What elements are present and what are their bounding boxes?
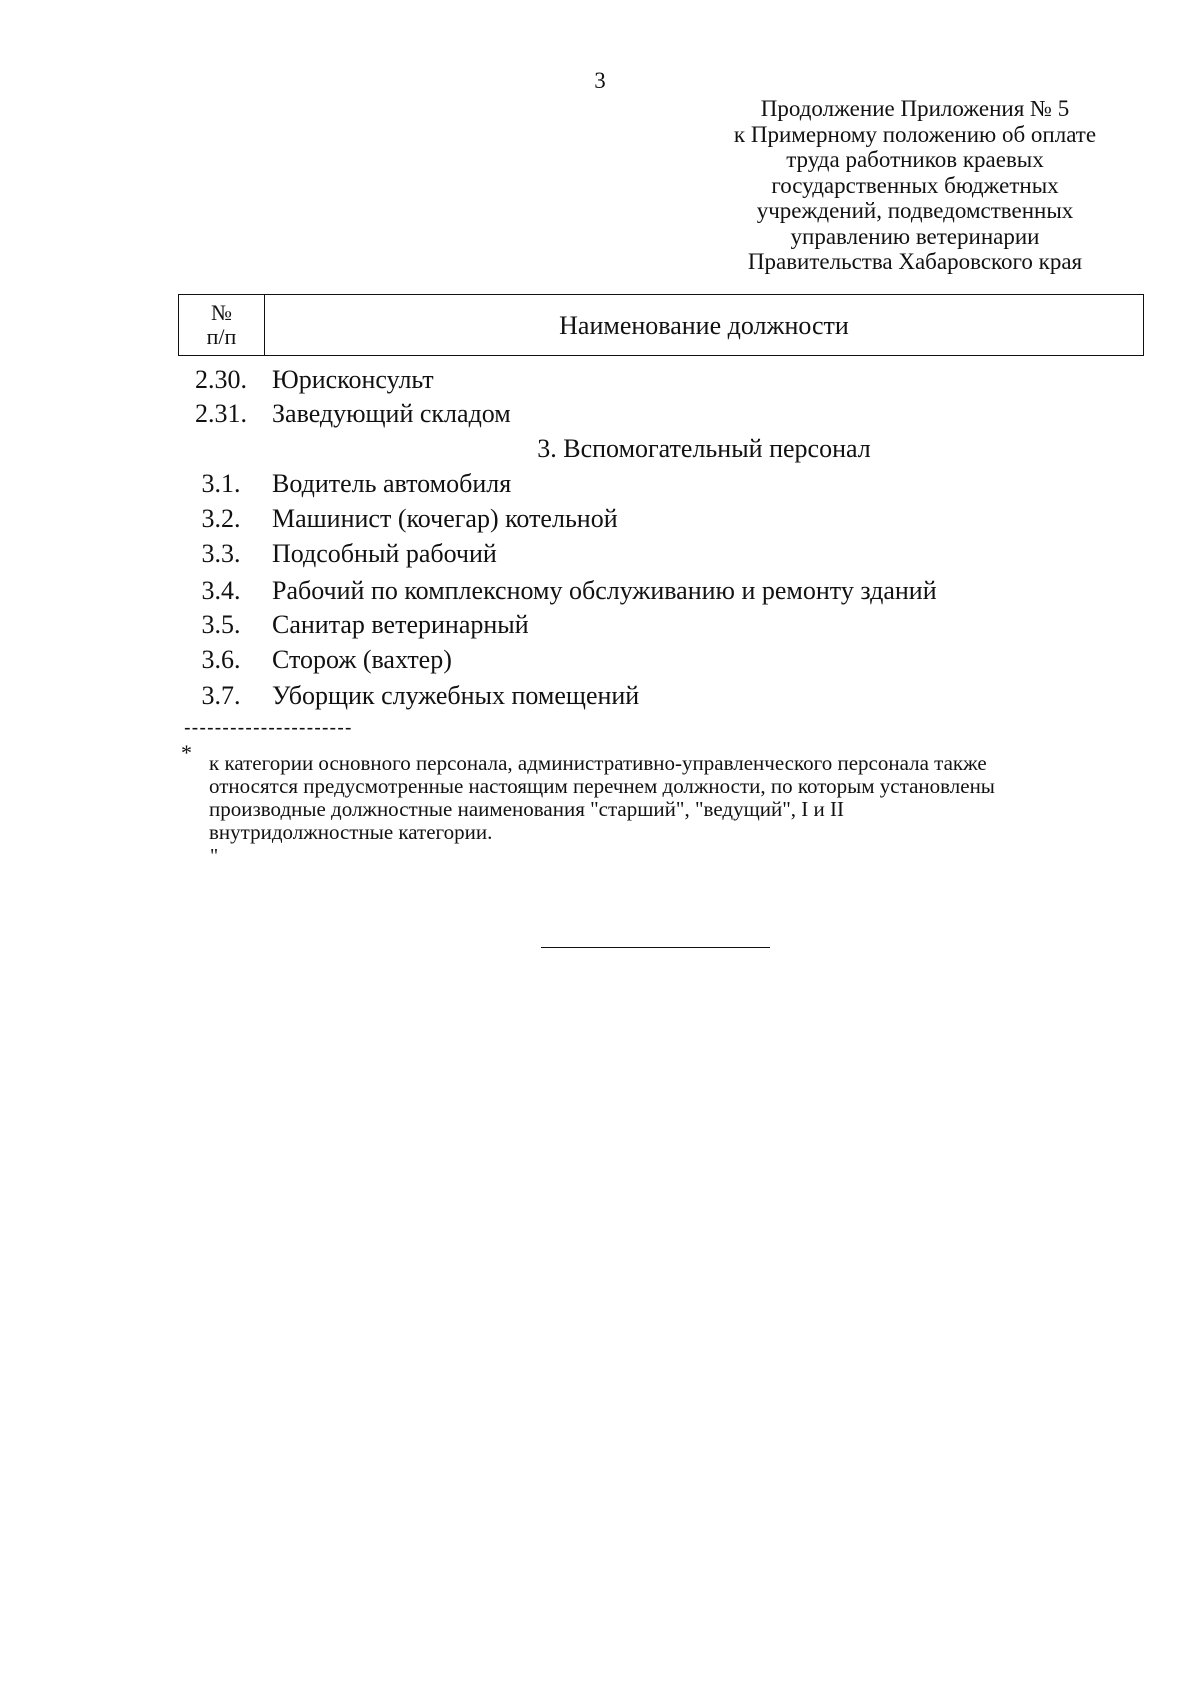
row-number: 3.2. — [201, 504, 241, 533]
header-line: Продолжение Приложения № 5 — [760, 96, 1070, 121]
table-row — [178, 643, 1178, 677]
footnote-line: к категории основного персонала, административно-управленческого персонала также — [209, 751, 987, 775]
row-position-name: Сторож (вахтер) — [272, 645, 452, 674]
end-of-document-rule — [541, 947, 770, 948]
appendix-header — [690, 96, 1140, 275]
header-line: учреждений, подведомственных — [756, 198, 1074, 223]
row-number: 3.6. — [201, 645, 241, 674]
header-line: труда работников краевых — [786, 147, 1044, 172]
footnote-line: производные должностные наименования "старший", "ведущий", I и II — [209, 797, 845, 821]
header-line: государственных бюджетных — [771, 172, 1059, 198]
column-header-number — [179, 295, 265, 355]
row-position-name: Рабочий по комплексному обслуживанию и ремонту зданий — [272, 576, 937, 605]
row-position-name: Заведующий складом — [272, 399, 511, 428]
footnote-line: внутридолжностные категории. — [209, 820, 493, 844]
section-title: 3. Вспомогательный персонал — [537, 434, 871, 463]
table-header — [178, 294, 1144, 356]
row-number: 2.31. — [195, 399, 247, 428]
footnote-text — [209, 752, 1139, 844]
header-line: управлению ветеринарии — [790, 223, 1040, 249]
table-row — [178, 467, 1178, 501]
row-number: 3.5. — [201, 610, 241, 639]
column-header-number-abbrev: п/п — [206, 324, 237, 349]
header-line: к Примерному положению об оплате — [733, 121, 1097, 147]
table-row — [178, 397, 1178, 431]
row-position-name: Санитар ветеринарный — [272, 610, 529, 639]
row-position-name: Юрисконсульт — [272, 365, 434, 394]
row-position-name: Уборщик служебных помещений — [272, 681, 640, 710]
row-position-name: Водитель автомобиля — [272, 469, 512, 498]
table-row — [178, 537, 1178, 571]
row-number: 3.3. — [201, 539, 241, 568]
footnote-line: относятся предусмотренные настоящим перечнем должности, по которым установлены — [209, 774, 995, 798]
column-header-number-symbol: № — [211, 300, 232, 325]
table-row — [178, 363, 1178, 397]
row-position-name: Подсобный рабочий — [272, 539, 497, 568]
footnote-marker: * — [181, 740, 192, 765]
closing-quote-mark: " — [210, 845, 219, 867]
page-number: 3 — [594, 68, 606, 93]
table-row — [178, 608, 1178, 642]
footnote-separator: ---------------------- — [184, 717, 353, 739]
table-row — [178, 679, 1178, 713]
row-number: 3.1. — [201, 469, 241, 498]
header-line: Правительства Хабаровского края — [747, 249, 1083, 274]
table-row — [178, 502, 1178, 536]
row-number: 2.30. — [195, 365, 247, 394]
row-number: 3.7. — [201, 681, 241, 710]
table-row — [178, 574, 1178, 608]
column-header-position-name: Наименование должности — [559, 311, 849, 340]
row-number: 3.4. — [201, 576, 241, 605]
row-position-name: Машинист (кочегар) котельной — [272, 504, 618, 533]
